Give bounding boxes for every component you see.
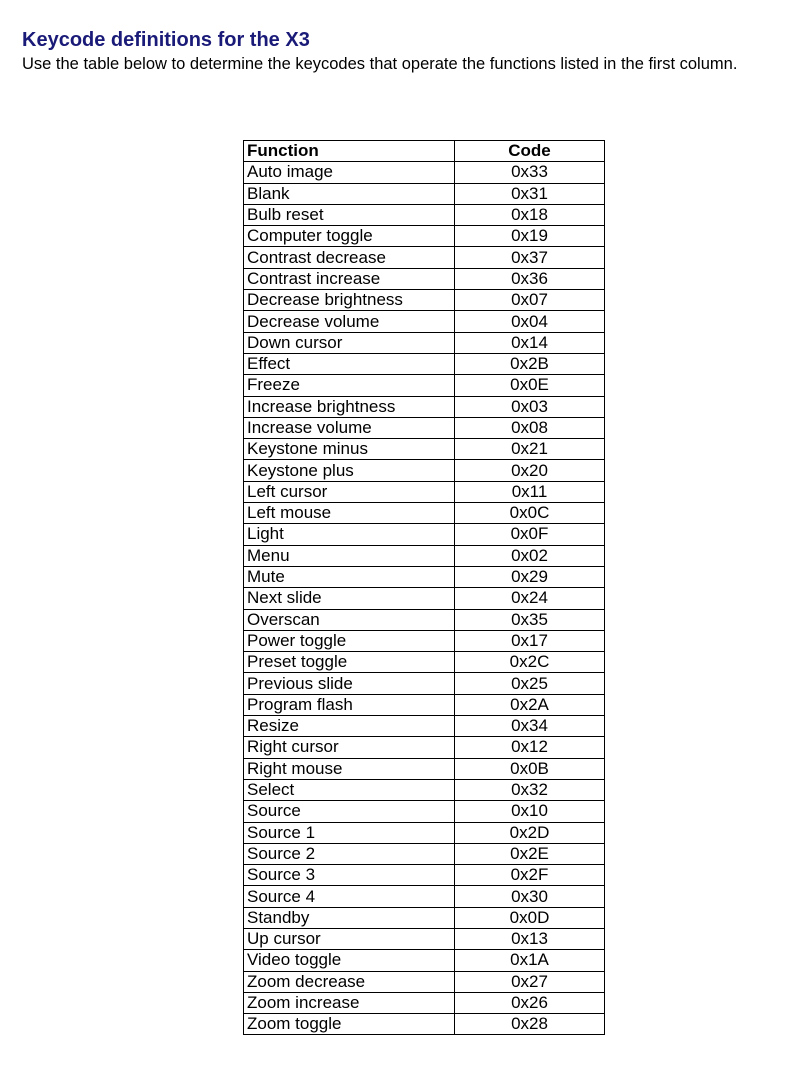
table-row [244, 1014, 605, 1035]
table-row [244, 481, 605, 502]
table-row [244, 183, 605, 204]
function-cell: Bulb reset [244, 204, 455, 225]
table-row [244, 886, 605, 907]
function-cell: Right mouse [244, 758, 455, 779]
function-cell: Menu [244, 545, 455, 566]
table-body [244, 162, 605, 1035]
function-cell: Right cursor [244, 737, 455, 758]
function-cell: Source 4 [244, 886, 455, 907]
function-cell: Standby [244, 907, 455, 928]
function-cell: Power toggle [244, 630, 455, 651]
function-cell: Program flash [244, 694, 455, 715]
code-cell: 0x20 [455, 460, 605, 481]
code-cell: 0x2F [455, 865, 605, 886]
function-cell: Contrast decrease [244, 247, 455, 268]
table-row [244, 843, 605, 864]
function-cell: Contrast increase [244, 268, 455, 289]
code-cell: 0x12 [455, 737, 605, 758]
function-cell: Decrease brightness [244, 290, 455, 311]
code-cell: 0x1A [455, 950, 605, 971]
function-cell: Increase volume [244, 417, 455, 438]
table-row [244, 375, 605, 396]
function-cell: Freeze [244, 375, 455, 396]
code-cell: 0x19 [455, 226, 605, 247]
function-cell: Source 3 [244, 865, 455, 886]
page-title: Keycode definitions for the X3 [22, 29, 310, 51]
code-cell: 0x24 [455, 588, 605, 609]
code-cell: 0x0E [455, 375, 605, 396]
code-cell: 0x37 [455, 247, 605, 268]
function-cell: Overscan [244, 609, 455, 630]
function-cell: Light [244, 524, 455, 545]
function-cell: Source 1 [244, 822, 455, 843]
code-cell: 0x31 [455, 183, 605, 204]
code-cell: 0x07 [455, 290, 605, 311]
table-row [244, 332, 605, 353]
function-cell: Keystone plus [244, 460, 455, 481]
code-cell: 0x14 [455, 332, 605, 353]
code-cell: 0x0B [455, 758, 605, 779]
code-cell: 0x13 [455, 928, 605, 949]
code-cell: 0x0D [455, 907, 605, 928]
code-cell: 0x08 [455, 417, 605, 438]
code-cell: 0x18 [455, 204, 605, 225]
function-cell: Increase brightness [244, 396, 455, 417]
table-row [244, 226, 605, 247]
table-row [244, 737, 605, 758]
table-row [244, 950, 605, 971]
function-cell: Computer toggle [244, 226, 455, 247]
code-cell: 0x34 [455, 716, 605, 737]
function-cell: Up cursor [244, 928, 455, 949]
table-row [244, 630, 605, 651]
code-cell: 0x21 [455, 439, 605, 460]
table-row [244, 992, 605, 1013]
function-cell: Left cursor [244, 481, 455, 502]
function-cell: Auto image [244, 162, 455, 183]
code-cell: 0x2E [455, 843, 605, 864]
function-cell: Resize [244, 716, 455, 737]
code-cell: 0x2B [455, 353, 605, 374]
function-cell: Next slide [244, 588, 455, 609]
table-row [244, 673, 605, 694]
table-row [244, 204, 605, 225]
table-row [244, 162, 605, 183]
function-cell: Down cursor [244, 332, 455, 353]
table-row [244, 822, 605, 843]
function-cell: Video toggle [244, 950, 455, 971]
function-cell: Source 2 [244, 843, 455, 864]
code-cell: 0x02 [455, 545, 605, 566]
function-cell: Zoom decrease [244, 971, 455, 992]
table-row [244, 311, 605, 332]
intro-text: Use the table below to determine the keycodes that operate the functions listed in the first column. [22, 55, 738, 73]
function-cell: Preset toggle [244, 652, 455, 673]
table-header-row [244, 141, 605, 162]
code-cell: 0x11 [455, 481, 605, 502]
code-cell: 0x0C [455, 503, 605, 524]
code-cell: 0x10 [455, 801, 605, 822]
function-cell: Previous slide [244, 673, 455, 694]
table-row [244, 779, 605, 800]
code-cell: 0x2C [455, 652, 605, 673]
code-cell: 0x28 [455, 1014, 605, 1035]
table-row [244, 652, 605, 673]
code-cell: 0x36 [455, 268, 605, 289]
table-row [244, 971, 605, 992]
table-row [244, 417, 605, 438]
code-cell: 0x35 [455, 609, 605, 630]
table-row [244, 907, 605, 928]
function-cell: Zoom increase [244, 992, 455, 1013]
function-cell: Blank [244, 183, 455, 204]
code-cell: 0x25 [455, 673, 605, 694]
function-cell: Mute [244, 566, 455, 587]
function-cell: Keystone minus [244, 439, 455, 460]
code-cell: 0x27 [455, 971, 605, 992]
table-row [244, 928, 605, 949]
column-header-code: Code [455, 141, 605, 162]
function-cell: Zoom toggle [244, 1014, 455, 1035]
code-cell: 0x03 [455, 396, 605, 417]
function-cell: Effect [244, 353, 455, 374]
keycode-table [243, 140, 605, 1035]
table-row [244, 396, 605, 417]
table-row [244, 247, 605, 268]
column-header-function: Function [244, 141, 455, 162]
table-row [244, 716, 605, 737]
table-row [244, 290, 605, 311]
table-row [244, 524, 605, 545]
table-row [244, 268, 605, 289]
function-cell: Decrease volume [244, 311, 455, 332]
table-row [244, 545, 605, 566]
function-cell: Source [244, 801, 455, 822]
code-cell: 0x17 [455, 630, 605, 651]
code-cell: 0x30 [455, 886, 605, 907]
code-cell: 0x2A [455, 694, 605, 715]
table-row [244, 439, 605, 460]
table-row [244, 801, 605, 822]
function-cell: Left mouse [244, 503, 455, 524]
code-cell: 0x04 [455, 311, 605, 332]
table-row [244, 694, 605, 715]
table-row [244, 609, 605, 630]
table-row [244, 353, 605, 374]
table-row [244, 758, 605, 779]
code-cell: 0x29 [455, 566, 605, 587]
function-cell: Select [244, 779, 455, 800]
code-cell: 0x2D [455, 822, 605, 843]
table-row [244, 566, 605, 587]
code-cell: 0x26 [455, 992, 605, 1013]
table-row [244, 865, 605, 886]
table-row [244, 588, 605, 609]
table-row [244, 503, 605, 524]
code-cell: 0x33 [455, 162, 605, 183]
code-cell: 0x0F [455, 524, 605, 545]
code-cell: 0x32 [455, 779, 605, 800]
table-row [244, 460, 605, 481]
